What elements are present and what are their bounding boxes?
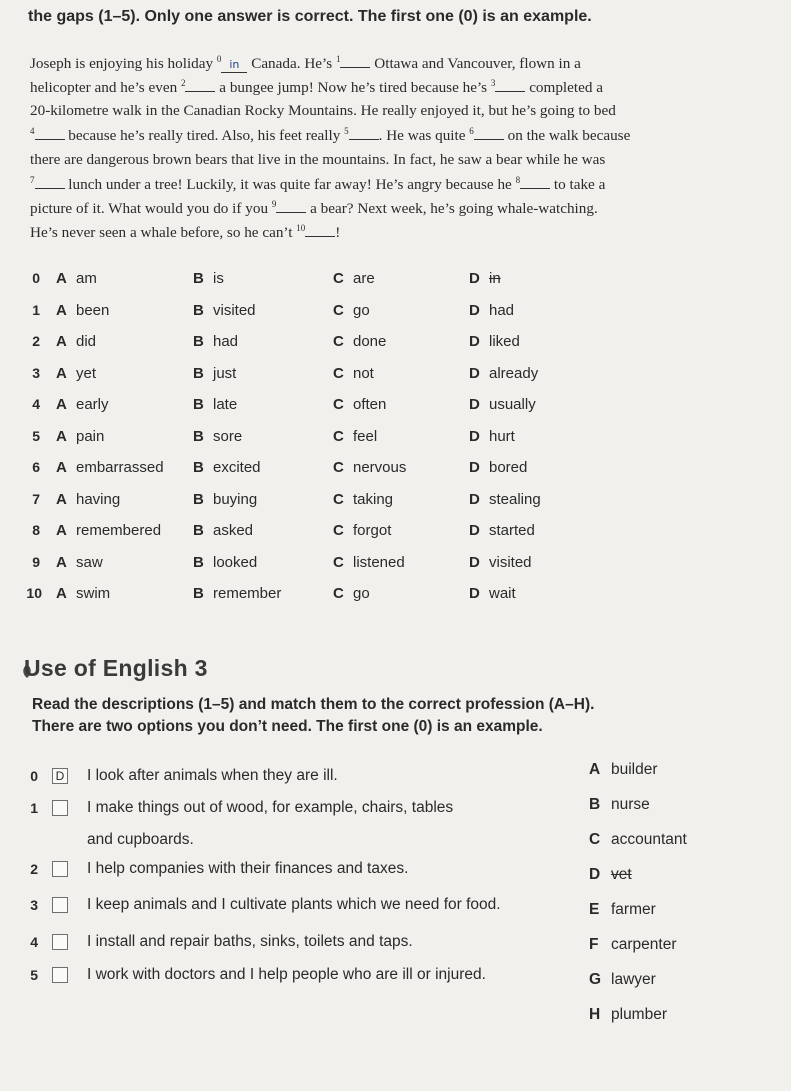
option-letter: B	[193, 364, 204, 382]
profession-letter: B	[589, 796, 601, 813]
option-word: feel	[353, 427, 378, 445]
option-word: sore	[213, 427, 243, 445]
profession-option	[589, 971, 656, 989]
option-letter: D	[469, 301, 480, 319]
gap-number: 7	[30, 174, 35, 185]
profession-letter: D	[589, 866, 601, 883]
gap-number: 2	[180, 77, 186, 88]
profession-name: plumber	[611, 1006, 667, 1023]
option-word: go	[353, 585, 370, 602]
profession-letter: F	[589, 936, 599, 953]
option-row-number: 8	[32, 522, 40, 538]
option-letter: C	[333, 490, 344, 508]
option-word: had	[213, 333, 239, 350]
profession-name: farmer	[611, 901, 656, 918]
passage-line	[30, 126, 630, 148]
section-instruction-line1: Read the descriptions (1–5) and match them to the correct profession (A–H).	[32, 696, 595, 713]
gap-blank[interactable]	[474, 126, 504, 140]
option-word: am	[76, 270, 97, 287]
option-a[interactable]	[56, 396, 109, 413]
option-d[interactable]	[469, 396, 536, 413]
section-title: Use of English 3	[24, 655, 208, 681]
option-letter: C	[333, 333, 344, 350]
section-instruction	[32, 694, 732, 738]
option-a[interactable]	[56, 554, 103, 571]
option-d[interactable]	[469, 491, 541, 508]
option-a[interactable]	[56, 522, 161, 539]
passage-text: Ottawa and Vancouver, flown in a	[370, 55, 581, 72]
passage-text: picture of it. What would you do if you	[30, 200, 272, 217]
description-number: 0	[30, 768, 38, 784]
passage-text: to take a	[550, 176, 606, 193]
profession-name: accountant	[611, 831, 687, 848]
passage-text: on the walk because	[503, 127, 631, 144]
profession-letter: C	[589, 831, 601, 848]
option-letter: C	[333, 553, 344, 571]
passage-text: Canada. He’s	[247, 55, 336, 72]
option-letter: B	[193, 490, 204, 508]
passage-line	[30, 78, 603, 100]
option-letter: B	[193, 553, 204, 571]
option-b[interactable]	[193, 396, 237, 413]
option-b[interactable]	[193, 365, 236, 382]
option-word: bored	[489, 459, 528, 476]
option-word: remember	[213, 585, 282, 602]
option-a[interactable]	[56, 302, 109, 319]
option-word: listened	[353, 553, 405, 571]
answer-box[interactable]	[52, 934, 68, 950]
option-d[interactable]	[469, 365, 538, 382]
option-letter: B	[193, 522, 204, 539]
option-word: visited	[213, 301, 256, 319]
option-letter: D	[469, 270, 480, 287]
passage-text: Joseph is enjoying his holiday	[30, 55, 217, 72]
option-word: in	[489, 270, 501, 287]
option-letter: B	[193, 427, 204, 445]
description-text: I keep animals and I cultivate plants which we need for food.	[87, 896, 501, 913]
description-text: I help companies with their finances and taxes.	[87, 860, 409, 877]
option-word: did	[76, 333, 97, 350]
gap-blank[interactable]	[185, 78, 215, 92]
option-letter: D	[469, 585, 480, 602]
option-d[interactable]	[469, 459, 527, 476]
option-letter: D	[469, 490, 480, 508]
option-letter: A	[56, 427, 67, 445]
option-letter: C	[333, 301, 344, 319]
option-letter: D	[469, 396, 480, 413]
description-text: and cupboards.	[87, 831, 194, 848]
gap-number: 8	[515, 174, 521, 185]
description-number: 1	[30, 800, 38, 816]
option-letter: D	[469, 522, 480, 539]
option-word: been	[76, 301, 110, 319]
passage-line	[30, 199, 598, 221]
profession-name: vet	[611, 866, 632, 883]
profession-option	[589, 761, 658, 779]
option-letter: A	[56, 459, 67, 476]
passage-line	[30, 175, 605, 197]
profession-letter: A	[589, 761, 601, 778]
option-b[interactable]	[193, 491, 257, 508]
option-c[interactable]	[333, 396, 386, 413]
option-b[interactable]	[193, 270, 224, 287]
answer-box[interactable]	[52, 800, 68, 816]
option-word: stealing	[489, 490, 541, 508]
profession-option	[589, 796, 650, 814]
description-number: 2	[30, 861, 38, 877]
description-number: 5	[30, 967, 38, 983]
option-letter: A	[56, 333, 67, 350]
option-d[interactable]	[469, 585, 516, 602]
profession-letter: E	[589, 901, 600, 918]
option-c[interactable]	[333, 554, 405, 571]
option-a[interactable]	[56, 428, 104, 445]
passage-text: completed a	[525, 79, 603, 96]
option-c[interactable]	[333, 333, 386, 350]
option-word: late	[213, 396, 238, 413]
profession-option	[589, 866, 632, 884]
option-d[interactable]	[469, 522, 535, 539]
option-letter: D	[469, 427, 480, 445]
passage-text: helicopter and he’s even	[30, 79, 181, 96]
option-letter: C	[333, 427, 344, 445]
option-letter: C	[333, 396, 344, 413]
option-letter: D	[469, 364, 480, 382]
option-word: hurt	[489, 427, 515, 445]
option-letter: B	[193, 301, 204, 319]
option-word: just	[213, 364, 237, 382]
description-text: I install and repair baths, sinks, toilets and taps.	[87, 933, 413, 950]
option-b[interactable]	[193, 428, 242, 445]
option-word: visited	[489, 553, 532, 571]
option-word: pain	[76, 427, 105, 445]
gap-number: 0	[216, 53, 222, 64]
option-letter: B	[193, 459, 204, 476]
profession-option	[589, 1006, 667, 1024]
option-word: excited	[213, 459, 261, 476]
passage-text: a bungee jump! Now he’s tired because he’s	[215, 79, 491, 96]
option-word: taking	[353, 490, 394, 508]
passage-text: because he’s really tired. Also, his feet really	[64, 127, 345, 144]
option-word: remembered	[76, 522, 162, 539]
option-word: buying	[213, 490, 258, 508]
passage-text: there are dangerous brown bears that live in the mountains. In fact, he saw a bear while he was	[30, 151, 606, 168]
gap-number: 3	[490, 77, 496, 88]
option-a[interactable]	[56, 365, 96, 382]
option-letter: B	[193, 270, 204, 287]
option-a[interactable]	[56, 270, 97, 287]
answer-box[interactable]	[52, 897, 68, 913]
option-row-number: 10	[26, 585, 42, 601]
option-letter: C	[333, 459, 344, 476]
option-row-number: 6	[32, 459, 40, 475]
option-a[interactable]	[56, 585, 110, 602]
section-instruction-line2: There are two options you don’t need. The first one (0) is an example.	[32, 718, 543, 735]
gap-blank[interactable]	[349, 126, 379, 140]
profession-option	[589, 936, 676, 954]
option-letter: A	[56, 301, 67, 319]
option-letter: B	[193, 585, 204, 602]
description-number: 4	[30, 934, 38, 950]
option-b[interactable]	[193, 333, 238, 350]
option-letter: D	[469, 459, 480, 476]
passage-line	[30, 102, 616, 124]
profession-letter: H	[589, 1006, 601, 1023]
gap-blank[interactable]	[35, 126, 65, 140]
option-b[interactable]	[193, 522, 253, 539]
option-word: wait	[489, 585, 516, 602]
option-letter: A	[56, 270, 67, 287]
option-letter: A	[56, 522, 67, 539]
option-row-number: 3	[32, 364, 40, 381]
option-b[interactable]	[193, 585, 281, 602]
passage-text: . He was quite	[378, 127, 470, 144]
option-word: is	[213, 270, 224, 287]
option-letter: B	[193, 333, 204, 350]
option-word: asked	[213, 522, 254, 539]
option-word: are	[353, 270, 375, 287]
option-letter: C	[333, 364, 344, 382]
option-letter: A	[56, 585, 67, 602]
gap-blank[interactable]	[340, 54, 370, 68]
option-letter: C	[333, 522, 344, 539]
option-letter: A	[56, 396, 67, 413]
option-word: started	[489, 522, 535, 539]
option-b[interactable]	[193, 554, 257, 571]
description-text: I look after animals when they are ill.	[87, 767, 338, 784]
option-letter: A	[56, 364, 67, 382]
gap-number: 6	[469, 125, 474, 136]
option-c[interactable]	[333, 302, 370, 319]
passage-text: !	[335, 224, 341, 241]
description-number: 3	[30, 897, 38, 913]
gap-blank[interactable]	[276, 199, 306, 213]
option-word: embarrassed	[76, 459, 164, 476]
option-word: usually	[489, 396, 536, 413]
option-letter: C	[333, 585, 344, 602]
answer-box[interactable]	[52, 967, 68, 983]
gap-blank[interactable]	[305, 223, 335, 237]
profession-name: builder	[611, 761, 658, 778]
profession-option	[589, 831, 687, 849]
option-row-number: 2	[32, 333, 40, 349]
gap-number: 1	[335, 53, 341, 64]
option-letter: D	[469, 333, 480, 350]
option-c[interactable]	[333, 491, 393, 508]
option-letter: A	[56, 553, 67, 571]
option-c[interactable]	[333, 522, 391, 539]
option-word: looked	[213, 553, 258, 571]
profession-name: lawyer	[611, 971, 656, 988]
option-row-number: 9	[32, 553, 40, 570]
option-word: nervous	[353, 459, 407, 476]
option-a[interactable]	[56, 459, 164, 476]
option-c[interactable]	[333, 459, 406, 476]
gap-blank[interactable]	[35, 175, 65, 189]
option-word: early	[76, 396, 109, 413]
option-letter: B	[193, 396, 204, 413]
gap-number: 9	[271, 198, 277, 209]
option-word: saw	[76, 553, 103, 571]
option-a[interactable]	[56, 491, 120, 508]
gap-number: 5	[344, 125, 349, 136]
description-text: I work with doctors and I help people who are ill or injured.	[87, 966, 486, 983]
profession-letter: G	[589, 971, 602, 988]
passage-text: 20-kilometre walk in the Canadian Rocky Mountains. He really enjoyed it, but he’s going to bed	[30, 102, 616, 119]
profession-name: nurse	[611, 796, 650, 813]
option-letter: A	[56, 490, 67, 508]
option-word: had	[489, 301, 515, 319]
option-word: done	[353, 333, 387, 350]
option-d[interactable]	[469, 554, 532, 571]
option-b[interactable]	[193, 459, 261, 476]
gap-blank[interactable]	[495, 78, 525, 92]
gap-blank[interactable]	[520, 175, 550, 189]
exercise-instruction: the gaps (1–5). Only one answer is correct. The first one (0) is an example.	[28, 8, 592, 25]
option-word: not	[353, 364, 374, 382]
option-b[interactable]	[193, 302, 256, 319]
option-c[interactable]	[333, 585, 370, 602]
passage-text: lunch under a tree! Luckily, it was quite far away! He’s angry because he	[64, 176, 516, 193]
option-word: often	[353, 396, 387, 413]
description-text: I make things out of wood, for example, chairs, tables	[87, 799, 454, 816]
option-word: liked	[489, 333, 520, 350]
option-d[interactable]	[469, 333, 520, 350]
passage-line	[30, 151, 605, 173]
option-d[interactable]	[469, 428, 515, 445]
option-row-number: 7	[32, 490, 40, 507]
example-gap: in	[221, 59, 247, 73]
option-word: go	[353, 301, 370, 319]
option-word: swim	[76, 585, 111, 602]
option-word: having	[76, 490, 121, 508]
answer-box[interactable]: D	[52, 768, 68, 784]
gap-number: 10	[296, 222, 306, 233]
option-d[interactable]	[469, 302, 514, 319]
option-c[interactable]	[333, 428, 377, 445]
option-word: already	[489, 364, 539, 382]
option-letter: C	[333, 270, 344, 287]
option-a[interactable]	[56, 333, 96, 350]
answer-box[interactable]	[52, 861, 68, 877]
profession-option	[589, 901, 656, 919]
passage-line	[30, 223, 340, 245]
option-word: yet	[76, 364, 97, 382]
option-row-number: 5	[32, 427, 40, 444]
option-row-number: 4	[32, 396, 40, 412]
option-letter: D	[469, 553, 480, 571]
passage-line	[30, 54, 581, 76]
option-row-number: 0	[32, 270, 40, 286]
option-row-number: 1	[32, 301, 40, 318]
passage-text: He’s never seen a whale before, so he can’t	[30, 224, 297, 241]
profession-name: carpenter	[611, 936, 677, 953]
gap-number: 4	[30, 125, 35, 136]
option-c[interactable]	[333, 365, 374, 382]
option-c[interactable]	[333, 270, 375, 287]
option-word: forgot	[353, 522, 392, 539]
passage-text: a bear? Next week, he’s going whale-watching.	[306, 200, 598, 217]
option-d[interactable]	[469, 270, 501, 287]
